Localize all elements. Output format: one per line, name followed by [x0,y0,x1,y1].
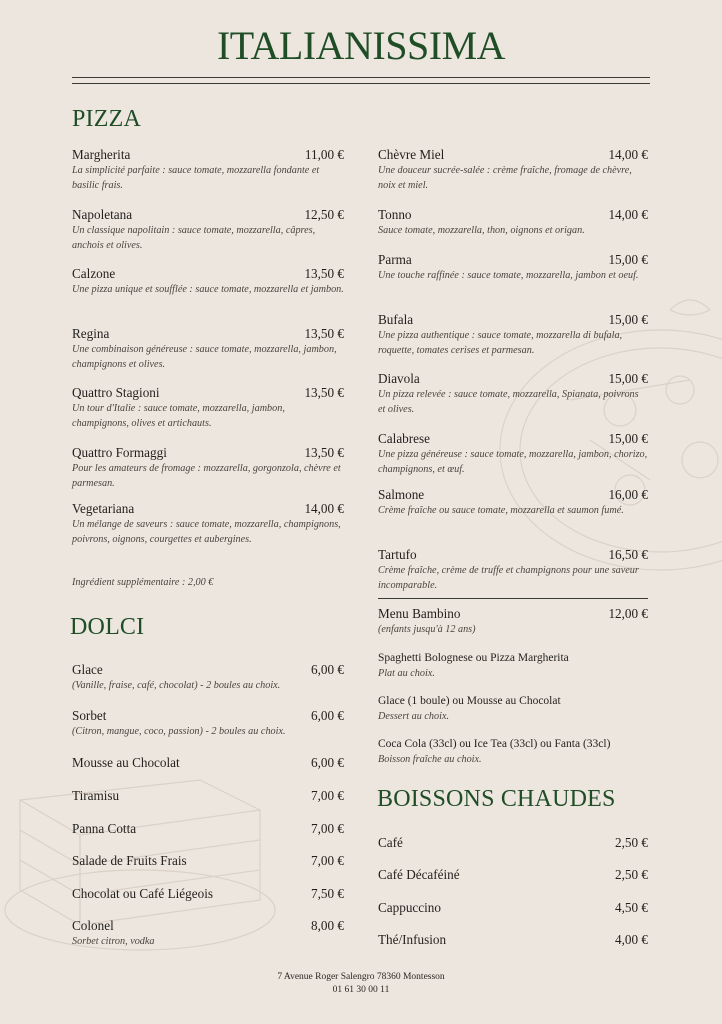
menu-item [378,147,648,193]
item-description: Un tour d'Italie : sauce tomate, mozzarella, jambon, champignons, olives et artichauts. [72,403,285,429]
item-price: 2,50 € [615,867,648,882]
item-name: Chèvre Miel [378,147,445,162]
item-price: 4,50 € [615,900,648,915]
item-price: 13,50 € [304,266,344,281]
item-price: 15,00 € [608,312,648,327]
item-price: 13,50 € [304,326,344,341]
menu-item [72,207,344,253]
menu-item [378,932,648,948]
item-name: Tiramisu [72,788,120,803]
menu-item [72,147,344,193]
item-price: 16,50 € [608,547,648,562]
menu-item [72,788,344,804]
item-name: Salmone [378,487,425,502]
item-name: Bufala [378,312,414,327]
footer [0,971,722,997]
menu-item [72,385,344,431]
restaurant-title: ITALIANISSIMA [216,23,506,68]
item-price: 15,00 € [608,431,648,446]
menu-item [378,900,648,916]
item-price: 4,00 € [615,932,648,947]
bambino-choice [378,737,650,767]
item-name: Parma [378,252,412,267]
item-name: Calzone [72,266,116,281]
menu-item [72,708,344,739]
item-description: Une douceur sucrée-salée : crème fraîche, fromage de chèvre, noix et miel. [378,165,632,191]
item-name: Napoletana [72,207,133,222]
item-name: Quattro Formaggi [72,445,167,460]
menu-item [72,501,344,547]
item-name: Panna Cotta [72,821,137,836]
item-price: 14,00 € [608,207,648,222]
menu-item [378,252,648,283]
menu-item [378,207,648,238]
bambino-divider [378,598,648,599]
menu-item [378,867,648,883]
item-price: 14,00 € [608,147,648,162]
bambino-choice-desc: Dessert au choix. [378,711,450,722]
item-description: Sauce tomate, mozzarella, thon, oignons et origan. [378,225,585,236]
item-description: Une pizza généreuse : sauce tomate, mozzarella, jambon, chorizo, champignons, et œuf. [378,449,648,475]
menu-item [72,821,344,837]
item-name: Cappuccino [378,900,441,915]
item-price: 16,00 € [608,487,648,502]
item-name: Thé/Infusion [378,932,447,947]
item-name: Colonel [72,918,114,933]
item-price: 7,50 € [311,886,344,901]
item-description: Une touche raffinée : sauce tomate, mozzarella, jambon et oeuf. [378,270,639,281]
item-name: Tartufo [378,547,417,562]
menu-item [72,326,344,372]
item-description: Sorbet citron, vodka [72,936,155,947]
bambino-choice-desc: Boisson fraîche au choix. [378,754,482,765]
menu-item [72,886,344,902]
menu-item [72,662,344,693]
item-name: Diavola [378,371,420,386]
menu-bambino [378,606,648,637]
bambino-choice [378,694,650,724]
bambino-choice-line: Glace (1 boule) ou Mousse au Chocolat [378,695,561,707]
item-price: 15,00 € [608,252,648,267]
boissons-section-heading: BOISSONS CHAUDES [377,786,616,812]
item-description: Une pizza unique et soufflée : sauce tomate, mozzarella et jambon. [72,284,344,295]
item-description: Pour les amateurs de fromage : mozzarella, gorgonzola, chèvre et parmesan. [72,463,341,489]
menu-item [378,487,648,518]
item-name: Mousse au Chocolat [72,755,180,770]
item-price: 14,00 € [304,501,344,516]
item-price: 12,50 € [304,207,344,222]
menu-item [378,835,648,851]
menu-bambino-name: Menu Bambino [378,606,461,621]
bambino-choice-line: Spaghetti Bolognese ou Pizza Margherita [378,652,569,664]
item-name: Café [378,835,403,850]
menu-item [72,445,344,491]
dolci-section-heading: DOLCI [70,614,145,640]
menu-item [72,918,344,949]
menu-item [72,266,344,297]
menu-item [378,431,648,477]
supplement-note: Ingrédient supplémentaire : 2,00 € [72,577,214,588]
item-description: Un mélange de saveurs : sauce tomate, mozzarella, champignons, poivrons, oignons, courgettes et aubergines. [72,519,341,545]
item-name: Vegetariana [72,501,135,516]
item-name: Tonno [378,207,412,222]
title-divider-bottom [72,83,650,84]
item-price: 8,00 € [311,918,344,933]
bambino-choice-line: Coca Cola (33cl) ou Ice Tea (33cl) ou Fanta (33cl) [378,738,611,750]
menu-item [72,755,344,771]
item-description: La simplicité parfaite : sauce tomate, mozzarella fondante et basilic frais. [72,165,320,191]
item-price: 6,00 € [311,662,344,677]
item-description: Une pizza authentique : sauce tomate, mozzarella di bufala, roquette, tomates cerises et parmesan. [378,330,623,356]
item-price: 6,00 € [311,708,344,723]
item-description: Un pizza relevée : sauce tomate, mozzarella, Spianata, poivrons et olives. [378,389,639,415]
menu-bambino-note: (enfants jusqu'à 12 ans) [378,624,476,635]
item-name: Salade de Fruits Frais [72,853,187,868]
item-name: Quattro Stagioni [72,385,160,400]
item-name: Glace [72,662,103,677]
footer-address: 7 Avenue Roger Salengro 78360 Montesson [277,972,445,982]
bambino-choice [378,651,650,681]
item-name: Margherita [72,147,131,162]
menu-item [72,853,344,869]
menu-item [378,371,648,417]
footer-phone: 01 61 30 00 11 [332,985,390,995]
item-price: 7,00 € [311,788,344,803]
item-description: Crème fraîche, crème de truffe et champignons pour une saveur incomparable. [378,565,639,591]
item-price: 11,00 € [304,147,344,162]
item-price: 7,00 € [311,821,344,836]
item-name: Regina [72,326,110,341]
item-description: (Citron, mangue, coco, passion) - 2 boules au choix. [72,726,286,737]
item-description: Crème fraîche ou sauce tomate, mozzarella et saumon fumé. [378,505,624,516]
item-price: 13,50 € [304,385,344,400]
title-divider-top [72,77,650,78]
item-name: Sorbet [72,708,107,723]
item-name: Chocolat ou Café Liégeois [72,886,213,901]
item-description: Une combinaison généreuse : sauce tomate, mozzarella, jambon, champignons et olives. [72,344,337,370]
item-name: Café Décaféiné [378,867,460,882]
pizza-section-heading: PIZZA [72,106,141,132]
menu-bambino-price: 12,00 € [608,606,648,621]
item-price: 6,00 € [311,755,344,770]
item-price: 7,00 € [311,853,344,868]
item-price: 15,00 € [608,371,648,386]
menu-item [378,312,648,358]
item-price: 13,50 € [304,445,344,460]
menu-item [378,547,648,593]
item-description: Un classique napolitain : sauce tomate, mozzarella, câpres, anchois et olives. [72,225,316,251]
bambino-choice-desc: Plat au choix. [378,668,435,679]
item-description: (Vanille, fraise, café, chocolat) - 2 boules au choix. [72,680,281,691]
item-name: Calabrese [378,431,430,446]
item-price: 2,50 € [615,835,648,850]
